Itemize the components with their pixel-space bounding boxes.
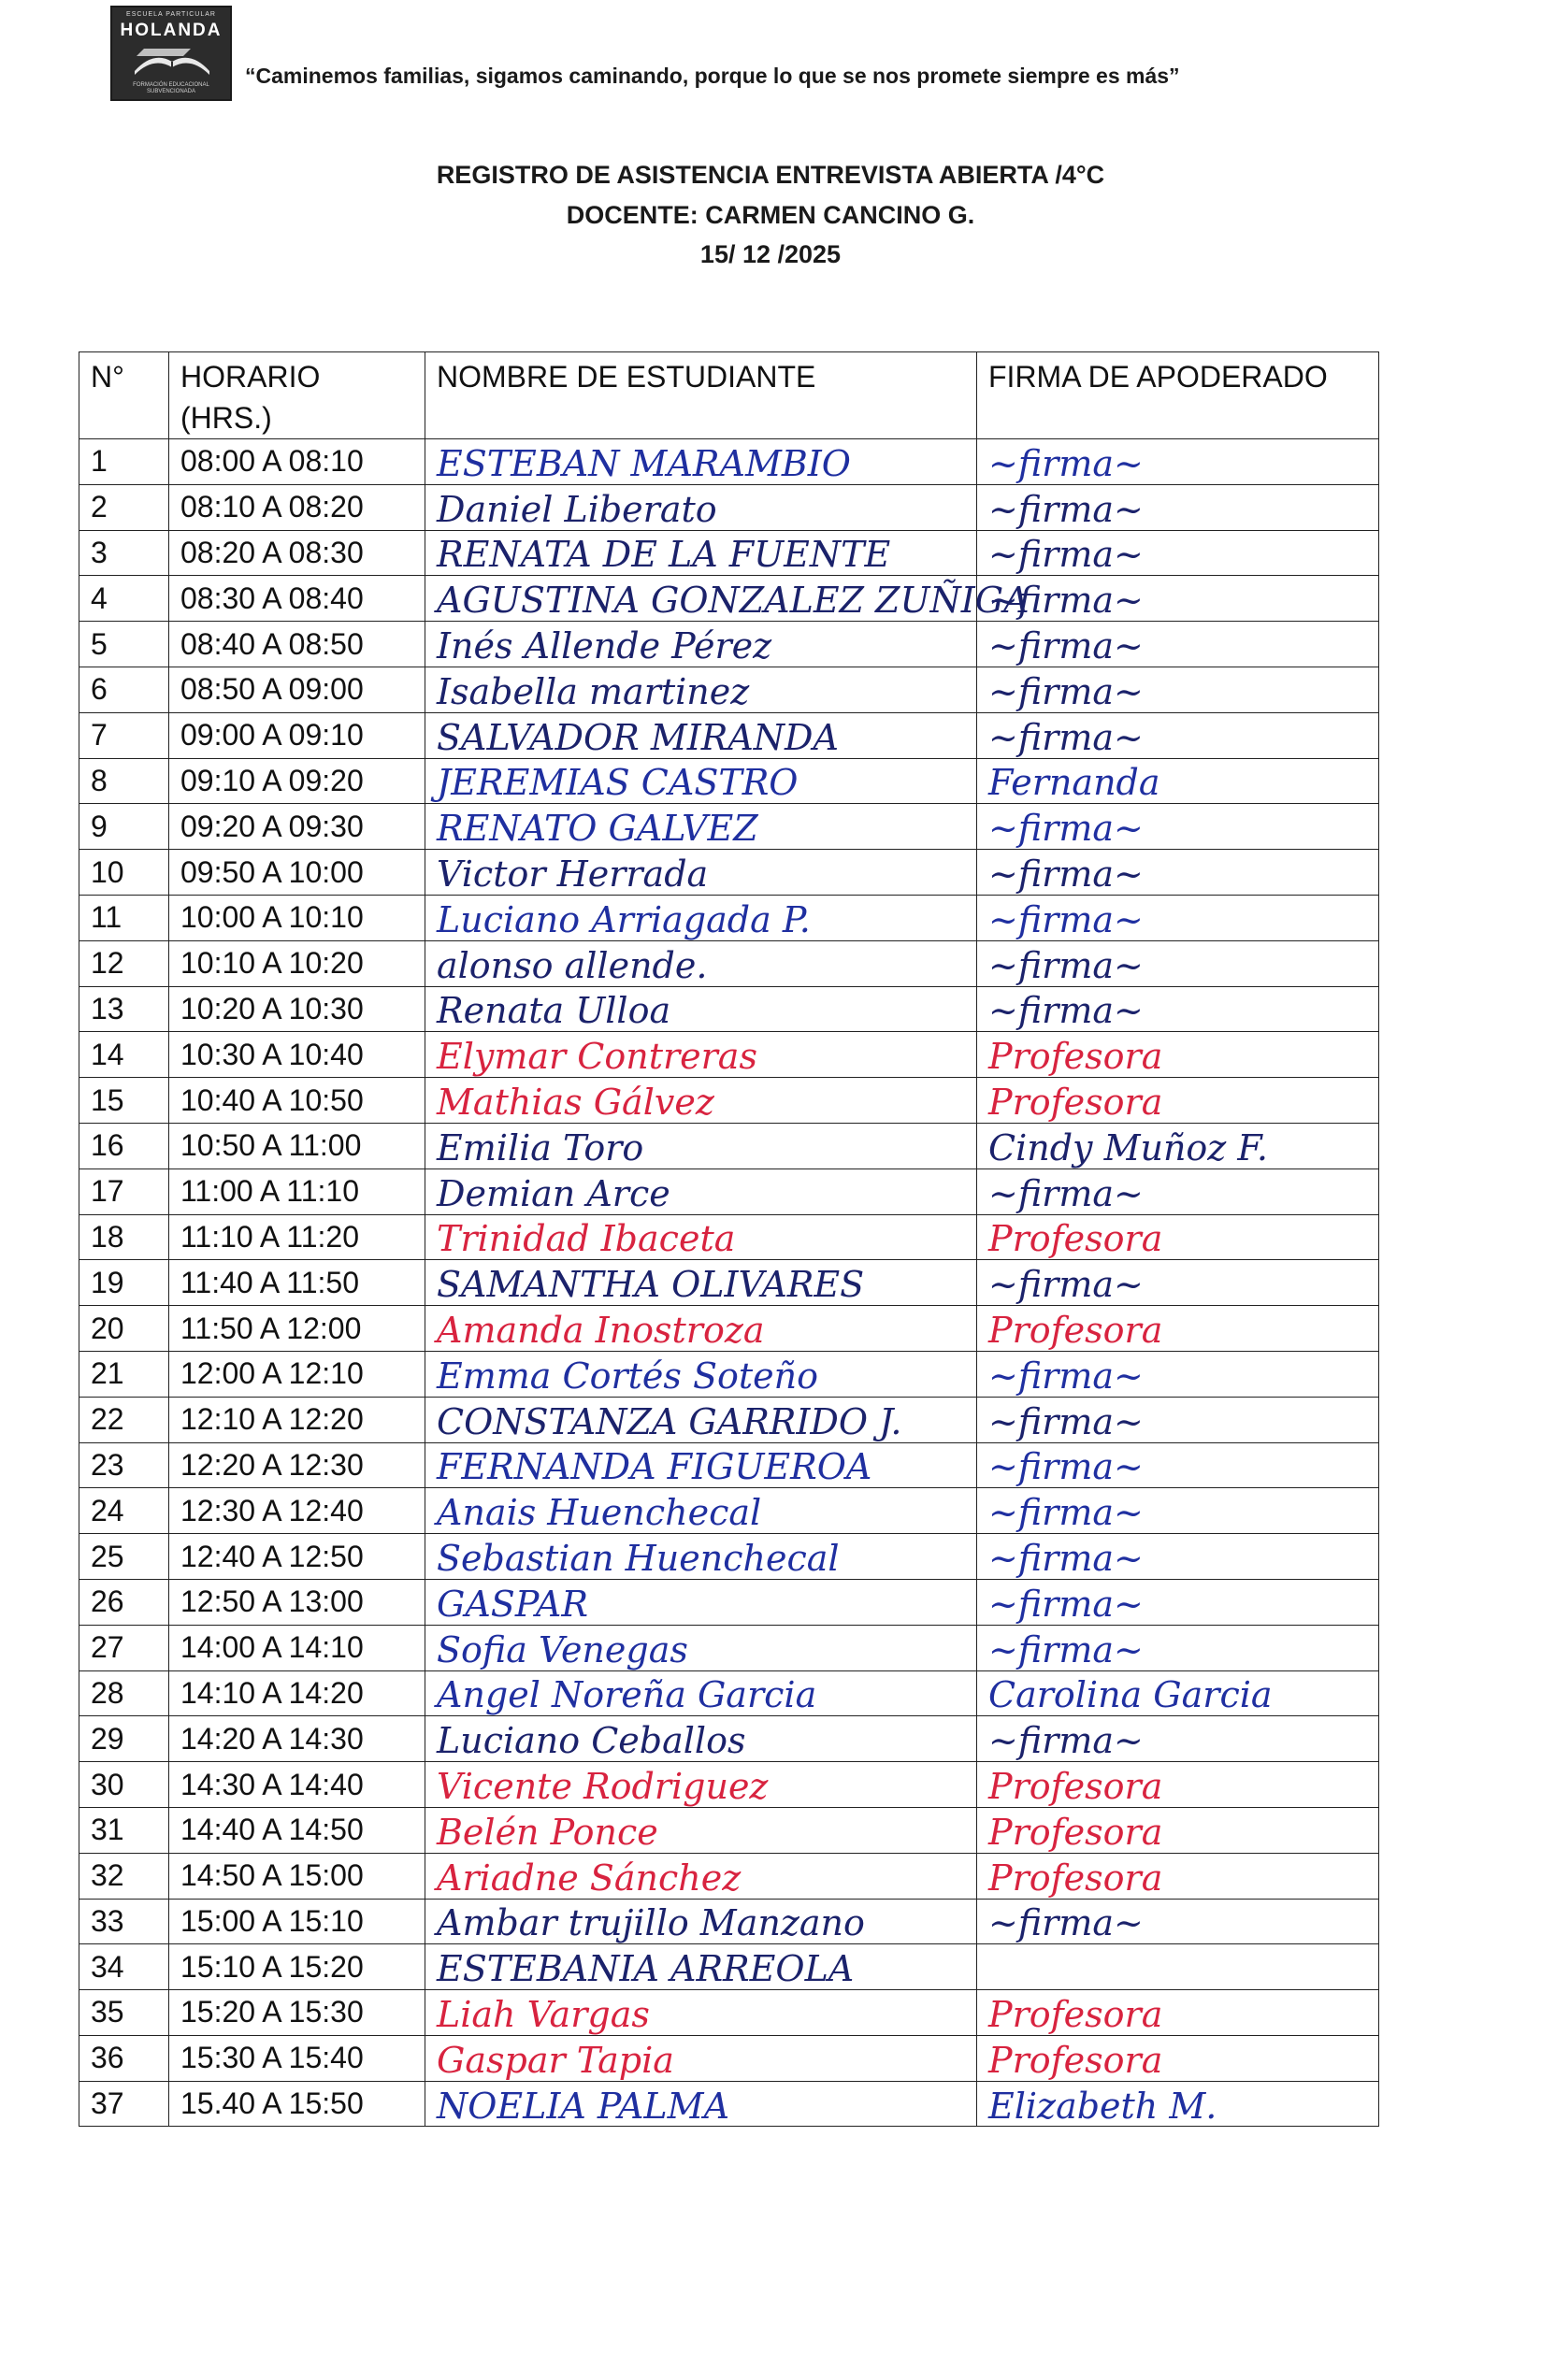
row-guardian-signature — [977, 1534, 1379, 1580]
table-row — [79, 2035, 1379, 2081]
table-row — [79, 712, 1379, 758]
signature-text: Profesora — [988, 1082, 1163, 1124]
table-row — [79, 895, 1379, 940]
row-student-name — [425, 712, 977, 758]
row-guardian-signature — [977, 1990, 1379, 2036]
row-guardian-signature — [977, 1168, 1379, 1214]
row-guardian-signature — [977, 895, 1379, 940]
row-number: 19 — [79, 1260, 169, 1306]
row-time: 14:30 A 14:40 — [169, 1762, 425, 1808]
row-number: 8 — [79, 758, 169, 804]
row-student-name — [425, 1214, 977, 1260]
row-time: 12:20 A 12:30 — [169, 1442, 425, 1488]
row-number: 21 — [79, 1351, 169, 1397]
row-time: 10:00 A 10:10 — [169, 895, 425, 940]
row-time: 09:20 A 09:30 — [169, 804, 425, 850]
signature-text: Profesora — [988, 2039, 1163, 2081]
table-row — [79, 1168, 1379, 1214]
row-time: 09:00 A 09:10 — [169, 712, 425, 758]
row-guardian-signature — [977, 1032, 1379, 1078]
row-student-name — [425, 1807, 977, 1853]
signature-text: ~firma~ — [988, 1492, 1144, 1534]
table-row — [79, 484, 1379, 530]
student-name-text: SALVADOR MIRANDA — [437, 716, 839, 758]
student-name-text: Vicente Rodriguez — [437, 1766, 769, 1807]
student-name-text: Luciano Arriagada P. — [437, 898, 811, 940]
row-student-name — [425, 1442, 977, 1488]
row-guardian-signature — [977, 712, 1379, 758]
row-time: 14:40 A 14:50 — [169, 1807, 425, 1853]
row-student-name — [425, 484, 977, 530]
row-guardian-signature — [977, 758, 1379, 804]
table-row — [79, 1078, 1379, 1124]
signature-text: Profesora — [988, 1310, 1163, 1352]
teacher-line: DOCENTE: CARMEN CANCINO G. — [566, 201, 975, 229]
row-guardian-signature — [977, 986, 1379, 1032]
student-name-text: Daniel Liberato — [437, 488, 717, 530]
signature-text: ~firma~ — [988, 898, 1144, 940]
student-name-text: Renata Ulloa — [437, 990, 671, 1032]
row-number: 27 — [79, 1625, 169, 1670]
school-logo — [110, 6, 232, 101]
row-student-name — [425, 758, 977, 804]
student-name-text: Mathias Gálvez — [437, 1082, 714, 1124]
row-number: 36 — [79, 2035, 169, 2081]
col-header-signature: FIRMA DE APODERADO — [977, 352, 1379, 439]
table-row — [79, 576, 1379, 622]
row-time: 08:40 A 08:50 — [169, 622, 425, 667]
row-time: 09:50 A 10:00 — [169, 850, 425, 896]
row-time: 10:40 A 10:50 — [169, 1078, 425, 1124]
signature-text: ~firma~ — [988, 488, 1144, 530]
row-time: 12:30 A 12:40 — [169, 1488, 425, 1534]
student-name-text: Emilia Toro — [437, 1126, 644, 1168]
student-name-text: RENATA DE LA FUENTE — [437, 534, 891, 576]
student-name-text: JEREMIAS CASTRO — [437, 762, 799, 804]
row-guardian-signature — [977, 1716, 1379, 1762]
signature-text: ~firma~ — [988, 1264, 1144, 1306]
row-number: 9 — [79, 804, 169, 850]
signature-text: ~firma~ — [988, 990, 1144, 1032]
row-guardian-signature — [977, 484, 1379, 530]
row-student-name — [425, 804, 977, 850]
row-guardian-signature — [977, 1351, 1379, 1397]
row-time: 08:20 A 08:30 — [169, 530, 425, 576]
row-time: 10:10 A 10:20 — [169, 940, 425, 986]
row-student-name — [425, 2081, 977, 2127]
row-number: 33 — [79, 1899, 169, 1944]
student-name-text: Sebastian Huenchecal — [437, 1538, 840, 1580]
student-name-text: Gaspar Tapia — [437, 2039, 674, 2081]
row-student-name — [425, 530, 977, 576]
attendance-table — [79, 351, 1379, 2127]
row-student-name — [425, 1032, 977, 1078]
table-row — [79, 940, 1379, 986]
row-student-name — [425, 1899, 977, 1944]
row-time: 15.40 A 15:50 — [169, 2081, 425, 2127]
row-number: 2 — [79, 484, 169, 530]
row-guardian-signature — [977, 1807, 1379, 1853]
row-number: 16 — [79, 1123, 169, 1168]
table-row — [79, 1579, 1379, 1625]
row-guardian-signature — [977, 1397, 1379, 1442]
signature-text: ~firma~ — [988, 534, 1144, 576]
row-student-name — [425, 940, 977, 986]
row-number: 24 — [79, 1488, 169, 1534]
row-time: 12:50 A 13:00 — [169, 1579, 425, 1625]
row-guardian-signature — [977, 576, 1379, 622]
signature-text: ~firma~ — [988, 670, 1144, 712]
table-row — [79, 1990, 1379, 2036]
row-guardian-signature — [977, 1214, 1379, 1260]
row-student-name — [425, 1579, 977, 1625]
table-row — [79, 986, 1379, 1032]
student-name-text: GASPAR — [437, 1583, 588, 1625]
table-row — [79, 758, 1379, 804]
row-student-name — [425, 1944, 977, 1990]
row-student-name — [425, 2035, 977, 2081]
row-number: 34 — [79, 1944, 169, 1990]
student-name-text: FERNANDA FIGUEROA — [437, 1446, 872, 1488]
table-row — [79, 622, 1379, 667]
table-row — [79, 1032, 1379, 1078]
row-time: 15:20 A 15:30 — [169, 1990, 425, 2036]
student-name-text: ESTEBANIA ARREOLA — [437, 1948, 855, 1990]
row-time: 08:00 A 08:10 — [169, 439, 425, 485]
row-guardian-signature — [977, 2081, 1379, 2127]
row-time: 10:20 A 10:30 — [169, 986, 425, 1032]
student-name-text: Inés Allende Pérez — [437, 625, 772, 667]
signature-text: ~firma~ — [988, 1446, 1144, 1488]
table-row — [79, 1488, 1379, 1534]
row-number: 12 — [79, 940, 169, 986]
table-row — [79, 1670, 1379, 1716]
row-student-name — [425, 439, 977, 485]
row-student-name — [425, 986, 977, 1032]
row-time: 08:10 A 08:20 — [169, 484, 425, 530]
row-number: 35 — [79, 1990, 169, 2036]
row-number: 25 — [79, 1534, 169, 1580]
document-title: REGISTRO DE ASISTENCIA ENTREVISTA ABIERTA /4°C — [436, 161, 1105, 189]
signature-text: ~firma~ — [988, 1902, 1144, 1944]
row-student-name — [425, 1351, 977, 1397]
row-student-name — [425, 850, 977, 896]
signature-text: Fernanda — [988, 762, 1160, 804]
row-time: 10:30 A 10:40 — [169, 1032, 425, 1078]
logo-text-name: HOLANDA — [120, 21, 223, 40]
row-time: 15:30 A 15:40 — [169, 2035, 425, 2081]
school-motto: “Caminemos familias, sigamos caminando, porque lo que se nos promete siempre es más” — [245, 64, 1180, 88]
table-row — [79, 1260, 1379, 1306]
table-row — [79, 1534, 1379, 1580]
signature-text: ~firma~ — [988, 808, 1144, 850]
row-time: 08:50 A 09:00 — [169, 667, 425, 712]
row-number: 28 — [79, 1670, 169, 1716]
row-number: 14 — [79, 1032, 169, 1078]
row-guardian-signature — [977, 1123, 1379, 1168]
row-guardian-signature — [977, 1442, 1379, 1488]
row-number: 32 — [79, 1853, 169, 1899]
signature-text: ~firma~ — [988, 1583, 1144, 1625]
row-guardian-signature — [977, 439, 1379, 485]
row-guardian-signature — [977, 2035, 1379, 2081]
student-name-text: ESTEBAN MARAMBIO — [437, 442, 851, 484]
signature-text: ~firma~ — [988, 1400, 1144, 1442]
table-row — [79, 1944, 1379, 1990]
row-guardian-signature — [977, 1579, 1379, 1625]
student-name-text: Isabella martinez — [437, 670, 750, 712]
signature-text: ~firma~ — [988, 944, 1144, 986]
row-student-name — [425, 1078, 977, 1124]
table-header-row — [79, 352, 1379, 439]
student-name-text: Luciano Ceballos — [437, 1720, 746, 1762]
row-number: 10 — [79, 850, 169, 896]
signature-text: ~firma~ — [988, 625, 1144, 667]
signature-text: Profesora — [988, 1218, 1163, 1260]
row-number: 13 — [79, 986, 169, 1032]
signature-text: ~firma~ — [988, 1538, 1144, 1580]
row-number: 11 — [79, 895, 169, 940]
row-guardian-signature — [977, 1944, 1379, 1990]
table-row — [79, 1351, 1379, 1397]
row-number: 23 — [79, 1442, 169, 1488]
col-header-time: HORARIO (HRS.) — [169, 352, 425, 439]
student-name-text: Ariadne Sánchez — [437, 1857, 742, 1899]
row-time: 14:00 A 14:10 — [169, 1625, 425, 1670]
row-student-name — [425, 667, 977, 712]
student-name-text: Emma Cortés Soteño — [437, 1355, 819, 1397]
student-name-text: Belén Ponce — [437, 1811, 658, 1853]
document-date: 15/ 12 /2025 — [699, 240, 842, 268]
table-row — [79, 530, 1379, 576]
row-time: 10:50 A 11:00 — [169, 1123, 425, 1168]
signature-text: ~firma~ — [988, 1355, 1144, 1397]
row-student-name — [425, 576, 1030, 622]
student-name-text: AGUSTINA GONZALEZ ZUÑIGA — [437, 580, 1030, 622]
col-header-number: N° — [79, 352, 169, 439]
signature-text: ~firma~ — [988, 442, 1144, 484]
signature-text: ~firma~ — [988, 1172, 1144, 1214]
row-time: 11:00 A 11:10 — [169, 1168, 425, 1214]
row-student-name — [425, 1488, 977, 1534]
row-student-name — [425, 1260, 977, 1306]
row-number: 4 — [79, 576, 169, 622]
table-row — [79, 1123, 1379, 1168]
row-time: 08:30 A 08:40 — [169, 576, 425, 622]
row-student-name — [425, 1670, 977, 1716]
student-name-text: Liah Vargas — [437, 1993, 650, 2035]
row-number: 5 — [79, 622, 169, 667]
row-guardian-signature — [977, 804, 1379, 850]
student-name-text: Elymar Contreras — [437, 1036, 757, 1078]
row-guardian-signature — [977, 1853, 1379, 1899]
row-number: 15 — [79, 1078, 169, 1124]
row-time: 15:10 A 15:20 — [169, 1944, 425, 1990]
signature-text: Profesora — [988, 1993, 1163, 2035]
row-student-name — [425, 1762, 977, 1808]
table-row — [79, 439, 1379, 485]
student-name-text: SAMANTHA OLIVARES — [437, 1264, 865, 1306]
signature-text: Profesora — [988, 1766, 1163, 1807]
row-guardian-signature — [977, 940, 1379, 986]
row-student-name — [425, 622, 977, 667]
table-row — [79, 1716, 1379, 1762]
logo-subtitle: FORMACIÓN EDUCACIONAL SUBVENCIONADA — [133, 82, 209, 94]
signature-text: ~firma~ — [988, 1628, 1144, 1670]
row-time: 14:10 A 14:20 — [169, 1670, 425, 1716]
row-time: 09:10 A 09:20 — [169, 758, 425, 804]
student-name-text: Angel Noreña Garcia — [437, 1674, 817, 1716]
signature-text: Elizabeth M. — [988, 2085, 1217, 2127]
row-student-name — [425, 895, 977, 940]
student-name-text: Demian Arce — [437, 1172, 670, 1214]
row-student-name — [425, 1123, 977, 1168]
table-row — [79, 2081, 1379, 2127]
row-student-name — [425, 1716, 977, 1762]
row-guardian-signature — [977, 1306, 1379, 1352]
logo-text-top: ESCUELA PARTICULAR — [126, 11, 216, 18]
table-row — [79, 1762, 1379, 1808]
row-number: 30 — [79, 1762, 169, 1808]
table-row — [79, 667, 1379, 712]
row-guardian-signature — [977, 1260, 1379, 1306]
row-number: 20 — [79, 1306, 169, 1352]
row-time: 12:10 A 12:20 — [169, 1397, 425, 1442]
signature-text: Profesora — [988, 1036, 1163, 1078]
row-time: 12:00 A 12:10 — [169, 1351, 425, 1397]
signature-text: Cindy Muñoz F. — [988, 1126, 1268, 1168]
row-number: 26 — [79, 1579, 169, 1625]
signature-text: ~firma~ — [988, 580, 1144, 622]
student-name-text: RENATO GALVEZ — [437, 808, 758, 850]
row-time: 14:20 A 14:30 — [169, 1716, 425, 1762]
row-time: 12:40 A 12:50 — [169, 1534, 425, 1580]
row-time: 11:40 A 11:50 — [169, 1260, 425, 1306]
table-row — [79, 1807, 1379, 1853]
row-guardian-signature — [977, 850, 1379, 896]
table-row — [79, 1442, 1379, 1488]
row-guardian-signature — [977, 530, 1379, 576]
row-guardian-signature — [977, 667, 1379, 712]
student-name-text: NOELIA PALMA — [437, 2085, 730, 2127]
row-student-name — [425, 1990, 977, 2036]
table-row — [79, 1853, 1379, 1899]
row-guardian-signature — [977, 1078, 1379, 1124]
table-row — [79, 850, 1379, 896]
row-number: 29 — [79, 1716, 169, 1762]
signature-text: ~firma~ — [988, 716, 1144, 758]
student-name-text: Ambar trujillo Manzano — [437, 1902, 865, 1944]
signature-text: Carolina Garcia — [988, 1674, 1273, 1716]
student-name-text: Anais Huenchecal — [437, 1492, 762, 1534]
row-student-name — [425, 1625, 977, 1670]
row-student-name — [425, 1853, 977, 1899]
table-row — [79, 1306, 1379, 1352]
signature-text: ~firma~ — [988, 853, 1144, 896]
row-guardian-signature — [977, 1488, 1379, 1534]
row-time: 15:00 A 15:10 — [169, 1899, 425, 1944]
col-header-student: NOMBRE DE ESTUDIANTE — [425, 352, 977, 439]
book-icon — [125, 43, 219, 80]
row-student-name — [425, 1168, 977, 1214]
row-number: 6 — [79, 667, 169, 712]
signature-text: Profesora — [988, 1811, 1163, 1853]
student-name-text: Sofia Venegas — [437, 1628, 688, 1670]
row-number: 18 — [79, 1214, 169, 1260]
row-number: 3 — [79, 530, 169, 576]
row-number: 22 — [79, 1397, 169, 1442]
row-number: 37 — [79, 2081, 169, 2127]
student-name-text: CONSTANZA GARRIDO J. — [437, 1400, 902, 1442]
row-number: 1 — [79, 439, 169, 485]
row-time: 11:50 A 12:00 — [169, 1306, 425, 1352]
row-time: 11:10 A 11:20 — [169, 1214, 425, 1260]
row-guardian-signature — [977, 1762, 1379, 1808]
row-time: 14:50 A 15:00 — [169, 1853, 425, 1899]
table-row — [79, 1899, 1379, 1944]
student-name-text: alonso allende. — [437, 944, 708, 986]
row-number: 17 — [79, 1168, 169, 1214]
table-row — [79, 804, 1379, 850]
row-number: 31 — [79, 1807, 169, 1853]
table-row — [79, 1397, 1379, 1442]
row-student-name — [425, 1306, 977, 1352]
student-name-text: Victor Herrada — [437, 853, 709, 896]
student-name-text: Trinidad Ibaceta — [437, 1218, 736, 1260]
row-student-name — [425, 1534, 977, 1580]
table-row — [79, 1214, 1379, 1260]
signature-text: ~firma~ — [988, 1720, 1144, 1762]
row-number: 7 — [79, 712, 169, 758]
row-guardian-signature — [977, 1899, 1379, 1944]
row-guardian-signature — [977, 622, 1379, 667]
student-name-text: Amanda Inostroza — [437, 1310, 765, 1352]
row-guardian-signature — [977, 1670, 1379, 1716]
table-row — [79, 1625, 1379, 1670]
signature-text: Profesora — [988, 1857, 1163, 1899]
row-student-name — [425, 1397, 977, 1442]
row-guardian-signature — [977, 1625, 1379, 1670]
